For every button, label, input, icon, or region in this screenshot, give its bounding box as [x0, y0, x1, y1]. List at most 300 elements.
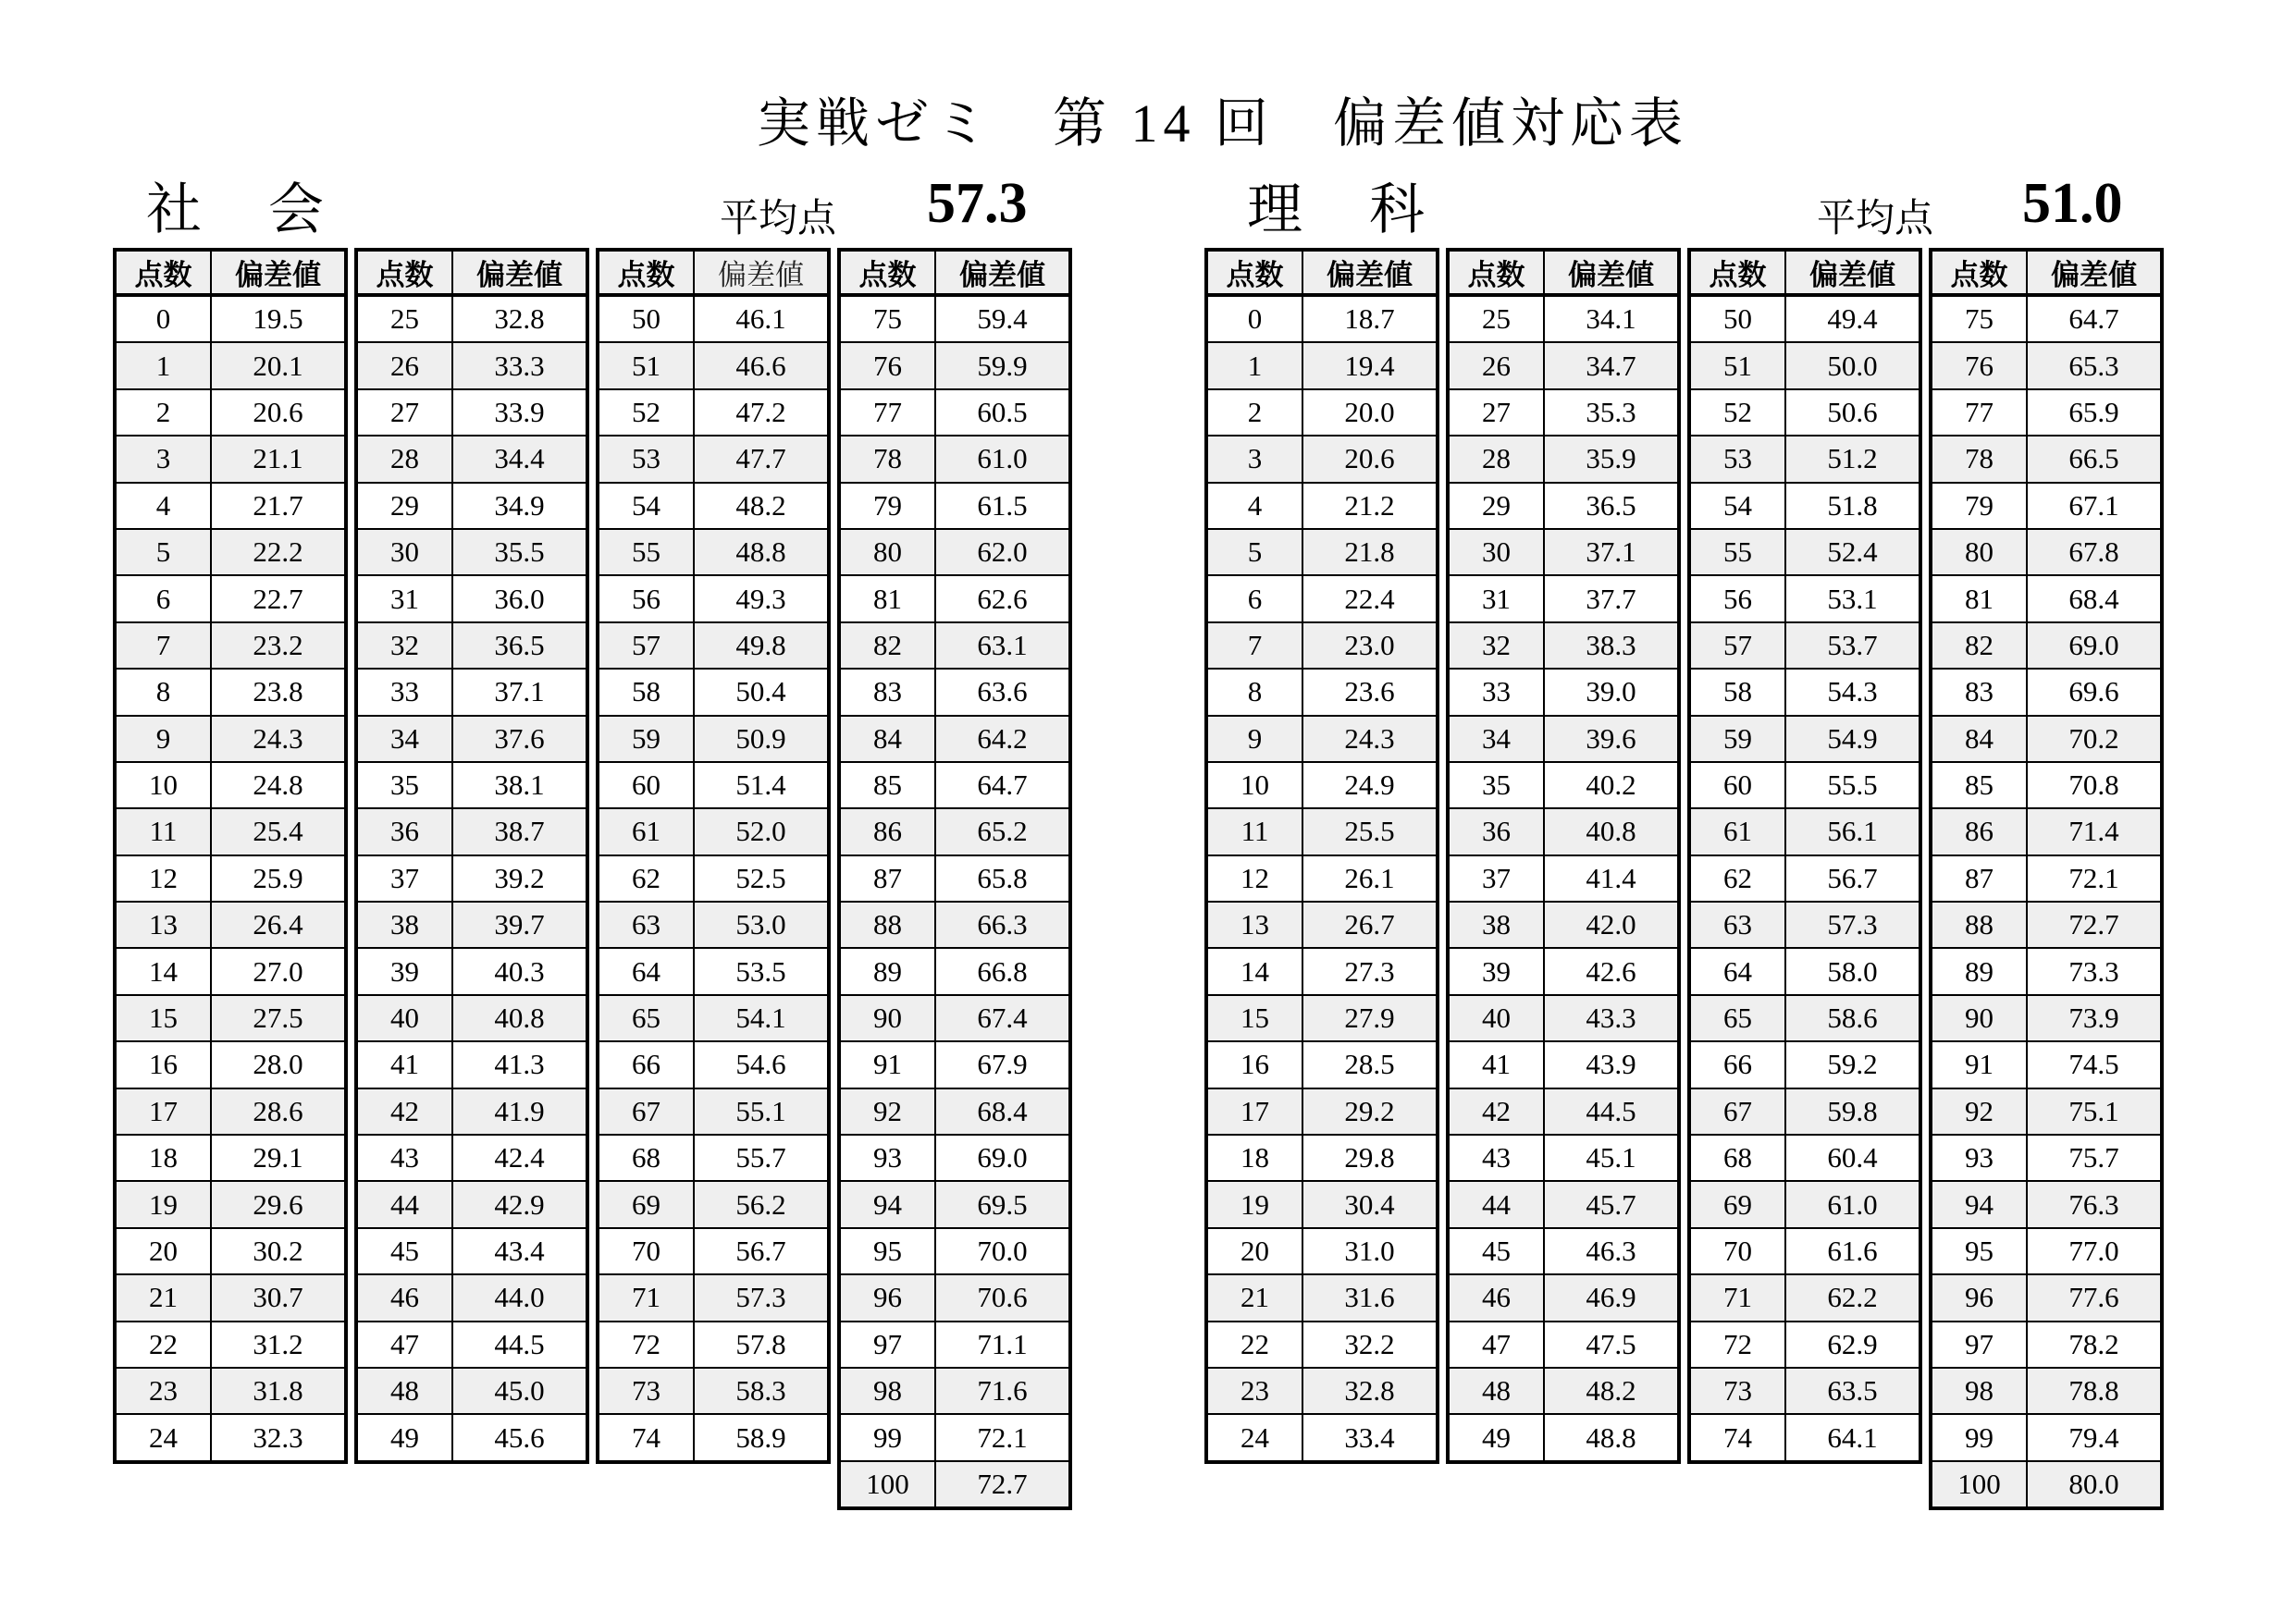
deviation-cell: 43.9	[1544, 1041, 1679, 1088]
deviation-cell: 71.1	[935, 1322, 1070, 1368]
deviation-cell: 71.4	[2027, 808, 2162, 855]
score-cell: 95	[1931, 1228, 2027, 1274]
score-cell: 39	[356, 948, 452, 994]
score-cell: 62	[1689, 855, 1785, 902]
deviation-cell: 46.9	[1544, 1274, 1679, 1321]
table-row	[598, 342, 829, 388]
score-cell: 17	[115, 1088, 211, 1135]
deviation-cell: 55.5	[1785, 762, 1920, 808]
deviation-cell: 32.8	[1302, 1368, 1438, 1414]
table-row	[839, 1368, 1070, 1414]
deviation-cell: 35.9	[1544, 436, 1679, 482]
table-row	[598, 902, 829, 948]
deviation-cell: 21.2	[1302, 483, 1438, 529]
table-row	[356, 436, 587, 482]
deviation-cell: 54.6	[694, 1041, 829, 1088]
table-row	[356, 1088, 587, 1135]
score-column-header: 点数	[1206, 250, 1302, 295]
deviation-cell: 22.4	[1302, 575, 1438, 621]
score-cell: 70	[598, 1228, 694, 1274]
deviation-cell: 23.2	[211, 622, 346, 669]
deviation-cell: 61.6	[1785, 1228, 1920, 1274]
table-row	[1689, 995, 1920, 1041]
table-row	[598, 1228, 829, 1274]
score-cell: 38	[1448, 902, 1544, 948]
score-cell: 6	[1206, 575, 1302, 621]
table-row	[356, 1135, 587, 1181]
score-cell: 48	[1448, 1368, 1544, 1414]
deviation-cell: 21.7	[211, 483, 346, 529]
table-row	[1689, 1041, 1920, 1088]
score-cell: 12	[1206, 855, 1302, 902]
deviation-cell: 39.0	[1544, 669, 1679, 715]
score-cell: 42	[356, 1088, 452, 1135]
deviation-cell: 34.1	[1544, 295, 1679, 342]
deviation-cell: 34.4	[452, 436, 587, 482]
table-row	[115, 1414, 346, 1461]
deviation-cell: 24.9	[1302, 762, 1438, 808]
deviation-cell: 77.6	[2027, 1274, 2162, 1321]
score-cell: 81	[1931, 575, 2027, 621]
table-row	[356, 948, 587, 994]
table-row	[839, 529, 1070, 575]
score-cell: 74	[1689, 1414, 1785, 1461]
score-column-header: 点数	[1931, 250, 2027, 295]
deviation-cell: 22.2	[211, 529, 346, 575]
table-row	[598, 295, 829, 342]
deviation-cell: 57.3	[694, 1274, 829, 1321]
deviation-cell: 26.1	[1302, 855, 1438, 902]
score-cell: 86	[1931, 808, 2027, 855]
table-row	[1931, 575, 2162, 621]
score-cell: 16	[1206, 1041, 1302, 1088]
score-cell: 99	[1931, 1414, 2027, 1460]
deviation-cell: 34.7	[1544, 342, 1679, 388]
table-row	[1689, 529, 1920, 575]
deviation-cell: 42.6	[1544, 948, 1679, 994]
score-cell: 35	[1448, 762, 1544, 808]
deviation-cell: 42.4	[452, 1135, 587, 1181]
score-cell: 75	[1931, 295, 2027, 342]
table-row	[598, 436, 829, 482]
score-cell: 10	[1206, 762, 1302, 808]
deviation-cell: 44.5	[452, 1322, 587, 1368]
deviation-cell: 37.7	[1544, 575, 1679, 621]
score-cell: 51	[598, 342, 694, 388]
deviation-cell: 72.7	[935, 1461, 1070, 1508]
table-row	[839, 855, 1070, 902]
deviation-cell: 70.0	[935, 1228, 1070, 1274]
table-row	[839, 902, 1070, 948]
table-row	[1206, 483, 1438, 529]
score-cell: 76	[839, 342, 935, 388]
score-cell: 59	[1689, 716, 1785, 762]
table-row	[356, 762, 587, 808]
score-cell: 26	[1448, 342, 1544, 388]
score-cell: 14	[115, 948, 211, 994]
deviation-cell: 32.2	[1302, 1322, 1438, 1368]
score-cell: 93	[1931, 1135, 2027, 1181]
table-row	[1689, 902, 1920, 948]
deviation-cell: 54.1	[694, 995, 829, 1041]
deviation-cell: 56.7	[1785, 855, 1920, 902]
deviation-cell: 29.2	[1302, 1088, 1438, 1135]
deviation-cell: 39.7	[452, 902, 587, 948]
table-row	[1206, 669, 1438, 715]
average-value: 51.0	[2022, 172, 2123, 235]
table-row	[598, 1181, 829, 1227]
table-row	[598, 1088, 829, 1135]
score-cell: 27	[1448, 389, 1544, 436]
table-row	[356, 1041, 587, 1088]
table-row	[1448, 1228, 1679, 1274]
deviation-cell: 60.5	[935, 389, 1070, 436]
score-cell: 7	[115, 622, 211, 669]
deviation-cell: 39.2	[452, 855, 587, 902]
deviation-cell: 58.9	[694, 1414, 829, 1461]
deviation-cell: 50.6	[1785, 389, 1920, 436]
table-row	[1206, 762, 1438, 808]
deviation-cell: 59.8	[1785, 1088, 1920, 1135]
score-cell: 29	[356, 483, 452, 529]
score-cell: 57	[598, 622, 694, 669]
score-cell: 25	[356, 295, 452, 342]
score-cell: 67	[1689, 1088, 1785, 1135]
score-column-header: 点数	[598, 250, 694, 295]
deviation-cell: 18.7	[1302, 295, 1438, 342]
deviation-cell: 68.4	[2027, 575, 2162, 621]
table-row	[839, 669, 1070, 715]
deviation-cell: 37.1	[1544, 529, 1679, 575]
deviation-cell: 60.4	[1785, 1135, 1920, 1181]
table-row	[356, 575, 587, 621]
deviation-cell: 78.2	[2027, 1322, 2162, 1368]
score-cell: 2	[115, 389, 211, 436]
table-row	[1689, 1322, 1920, 1368]
table-row	[598, 622, 829, 669]
deviation-column-header: 偏差値	[694, 250, 829, 295]
table-row	[1448, 1274, 1679, 1321]
table-row	[839, 1228, 1070, 1274]
score-cell: 85	[1931, 762, 2027, 808]
deviation-cell: 63.6	[935, 669, 1070, 715]
deviation-cell: 76.3	[2027, 1181, 2162, 1227]
score-cell: 32	[1448, 622, 1544, 669]
score-cell: 21	[1206, 1274, 1302, 1321]
score-cell: 13	[1206, 902, 1302, 948]
header-row	[1206, 250, 1438, 295]
deviation-cell: 51.4	[694, 762, 829, 808]
table-row	[839, 389, 1070, 436]
score-cell: 94	[1931, 1181, 2027, 1227]
table-row	[1448, 762, 1679, 808]
score-cell: 72	[1689, 1322, 1785, 1368]
score-cell: 88	[1931, 902, 2027, 948]
deviation-cell: 21.8	[1302, 529, 1438, 575]
score-cell: 53	[1689, 436, 1785, 482]
table-row	[1206, 529, 1438, 575]
score-table	[1687, 248, 1922, 1464]
table-row	[1448, 1135, 1679, 1181]
table-row	[1206, 389, 1438, 436]
score-column-header: 点数	[1448, 250, 1544, 295]
deviation-cell: 69.5	[935, 1181, 1070, 1227]
score-cell: 75	[839, 295, 935, 342]
table-row	[1931, 1041, 2162, 1088]
score-cell: 18	[115, 1135, 211, 1181]
deviation-cell: 21.1	[211, 436, 346, 482]
score-cell: 61	[598, 808, 694, 855]
score-cell: 50	[1689, 295, 1785, 342]
table-row	[356, 1228, 587, 1274]
page-title: 実戦ゼミ 第 14 回 偏差値対応表	[757, 93, 1689, 154]
score-cell: 22	[115, 1322, 211, 1368]
deviation-cell: 55.7	[694, 1135, 829, 1181]
score-cell: 33	[1448, 669, 1544, 715]
score-cell: 47	[1448, 1322, 1544, 1368]
score-cell: 100	[839, 1461, 935, 1508]
table-row	[598, 1274, 829, 1321]
score-cell: 43	[1448, 1135, 1544, 1181]
deviation-cell: 43.4	[452, 1228, 587, 1274]
deviation-cell: 49.8	[694, 622, 829, 669]
deviation-cell: 72.1	[2027, 855, 2162, 902]
score-cell: 65	[1689, 995, 1785, 1041]
header-row	[356, 250, 587, 295]
table-row	[839, 1274, 1070, 1321]
deviation-cell: 30.7	[211, 1274, 346, 1321]
score-cell: 77	[839, 389, 935, 436]
table-row	[356, 1414, 587, 1461]
score-cell: 26	[356, 342, 452, 388]
score-tables-shakai	[113, 248, 1072, 1510]
table-row	[1448, 389, 1679, 436]
deviation-cell: 24.3	[211, 716, 346, 762]
score-cell: 37	[356, 855, 452, 902]
score-cell: 77	[1931, 389, 2027, 436]
score-cell: 37	[1448, 855, 1544, 902]
score-cell: 0	[1206, 295, 1302, 342]
table-row	[356, 1274, 587, 1321]
table-row	[1448, 483, 1679, 529]
table-row	[839, 1088, 1070, 1135]
score-cell: 98	[1931, 1368, 2027, 1414]
score-cell: 73	[1689, 1368, 1785, 1414]
table-row	[1931, 902, 2162, 948]
table-row	[1448, 1414, 1679, 1461]
table-row	[1206, 295, 1438, 342]
score-table	[837, 248, 1072, 1510]
score-cell: 84	[839, 716, 935, 762]
score-cell: 56	[598, 575, 694, 621]
table-row	[1448, 948, 1679, 994]
table-row	[839, 622, 1070, 669]
deviation-cell: 47.5	[1544, 1322, 1679, 1368]
table-row	[115, 948, 346, 994]
deviation-cell: 19.5	[211, 295, 346, 342]
table-row	[598, 762, 829, 808]
score-cell: 86	[839, 808, 935, 855]
deviation-cell: 23.0	[1302, 622, 1438, 669]
deviation-column-header: 偏差値	[1785, 250, 1920, 295]
table-row	[839, 342, 1070, 388]
deviation-column-header: 偏差値	[452, 250, 587, 295]
deviation-cell: 50.4	[694, 669, 829, 715]
score-cell: 51	[1689, 342, 1785, 388]
deviation-cell: 44.0	[452, 1274, 587, 1321]
deviation-cell: 41.4	[1544, 855, 1679, 902]
deviation-cell: 56.2	[694, 1181, 829, 1227]
table-row	[1448, 855, 1679, 902]
score-cell: 46	[1448, 1274, 1544, 1321]
deviation-cell: 58.0	[1785, 948, 1920, 994]
deviation-cell: 27.3	[1302, 948, 1438, 994]
table-row	[1689, 389, 1920, 436]
score-cell: 43	[356, 1135, 452, 1181]
deviation-cell: 38.3	[1544, 622, 1679, 669]
table-row	[598, 716, 829, 762]
score-column-header: 点数	[356, 250, 452, 295]
score-cell: 9	[115, 716, 211, 762]
table-row	[839, 808, 1070, 855]
score-cell: 74	[598, 1414, 694, 1461]
deviation-cell: 68.4	[935, 1088, 1070, 1135]
score-cell: 83	[839, 669, 935, 715]
deviation-cell: 78.8	[2027, 1368, 2162, 1414]
score-cell: 63	[598, 902, 694, 948]
table-row	[356, 902, 587, 948]
table-row	[1931, 483, 2162, 529]
deviation-cell: 64.7	[935, 762, 1070, 808]
deviation-cell: 20.1	[211, 342, 346, 388]
score-cell: 63	[1689, 902, 1785, 948]
score-cell: 24	[115, 1414, 211, 1461]
score-cell: 84	[1931, 716, 2027, 762]
table-row	[1689, 575, 1920, 621]
table-row	[356, 529, 587, 575]
deviation-column-header: 偏差値	[1302, 250, 1438, 295]
deviation-cell: 67.1	[2027, 483, 2162, 529]
deviation-cell: 36.0	[452, 575, 587, 621]
deviation-cell: 40.8	[1544, 808, 1679, 855]
table-row	[839, 762, 1070, 808]
deviation-cell: 56.7	[694, 1228, 829, 1274]
table-row	[839, 1041, 1070, 1088]
deviation-cell: 31.2	[211, 1322, 346, 1368]
score-cell: 60	[1689, 762, 1785, 808]
table-row	[1931, 808, 2162, 855]
table-row	[1206, 1322, 1438, 1368]
table-row	[1931, 669, 2162, 715]
table-row	[839, 295, 1070, 342]
deviation-cell: 48.2	[694, 483, 829, 529]
score-cell: 64	[598, 948, 694, 994]
score-cell: 4	[115, 483, 211, 529]
deviation-cell: 69.6	[2027, 669, 2162, 715]
table-row	[598, 1041, 829, 1088]
table-row	[1448, 575, 1679, 621]
table-row	[1448, 808, 1679, 855]
score-cell: 39	[1448, 948, 1544, 994]
table-row	[1448, 902, 1679, 948]
table-row	[1689, 622, 1920, 669]
table-row	[1448, 295, 1679, 342]
score-cell: 1	[115, 342, 211, 388]
table-row	[839, 1414, 1070, 1460]
score-cell: 41	[1448, 1041, 1544, 1088]
score-cell: 56	[1689, 575, 1785, 621]
table-row	[115, 529, 346, 575]
score-cell: 8	[115, 669, 211, 715]
table-row	[1206, 1041, 1438, 1088]
deviation-cell: 64.2	[935, 716, 1070, 762]
table-row	[1206, 995, 1438, 1041]
deviation-cell: 37.6	[452, 716, 587, 762]
deviation-cell: 25.4	[211, 808, 346, 855]
table-row	[1689, 295, 1920, 342]
score-cell: 32	[356, 622, 452, 669]
score-cell: 88	[839, 902, 935, 948]
score-cell: 36	[356, 808, 452, 855]
score-cell: 44	[1448, 1181, 1544, 1227]
deviation-cell: 67.4	[935, 995, 1070, 1041]
table-row	[115, 295, 346, 342]
header-row	[1931, 250, 2162, 295]
score-cell: 23	[115, 1368, 211, 1414]
score-cell: 89	[1931, 948, 2027, 994]
score-cell: 45	[356, 1228, 452, 1274]
score-column-header: 点数	[1689, 250, 1785, 295]
header-row	[598, 250, 829, 295]
score-cell: 69	[598, 1181, 694, 1227]
table-row	[1931, 1414, 2162, 1460]
score-cell: 95	[839, 1228, 935, 1274]
deviation-cell: 58.6	[1785, 995, 1920, 1041]
score-cell: 49	[1448, 1414, 1544, 1461]
deviation-cell: 64.7	[2027, 295, 2162, 342]
deviation-cell: 28.0	[211, 1041, 346, 1088]
table-row	[598, 529, 829, 575]
section-title-shakai: 社 会	[146, 179, 329, 240]
header-row	[115, 250, 346, 295]
score-cell: 10	[115, 762, 211, 808]
score-cell: 19	[1206, 1181, 1302, 1227]
table-row	[1689, 948, 1920, 994]
score-cell: 93	[839, 1135, 935, 1181]
deviation-cell: 44.5	[1544, 1088, 1679, 1135]
table-row	[1931, 855, 2162, 902]
deviation-cell: 61.5	[935, 483, 1070, 529]
deviation-cell: 61.0	[1785, 1181, 1920, 1227]
score-column-header: 点数	[115, 250, 211, 295]
table-row	[115, 1274, 346, 1321]
table-row	[115, 716, 346, 762]
table-row	[115, 902, 346, 948]
deviation-cell: 63.5	[1785, 1368, 1920, 1414]
table-row	[356, 389, 587, 436]
table-row	[1689, 436, 1920, 482]
score-cell: 87	[1931, 855, 2027, 902]
table-row	[1931, 529, 2162, 575]
score-cell: 60	[598, 762, 694, 808]
table-row	[1931, 1135, 2162, 1181]
deviation-cell: 43.3	[1544, 995, 1679, 1041]
deviation-cell: 40.2	[1544, 762, 1679, 808]
table-row	[1931, 342, 2162, 388]
deviation-cell: 45.6	[452, 1414, 587, 1461]
deviation-cell: 70.2	[2027, 716, 2162, 762]
score-cell: 91	[839, 1041, 935, 1088]
